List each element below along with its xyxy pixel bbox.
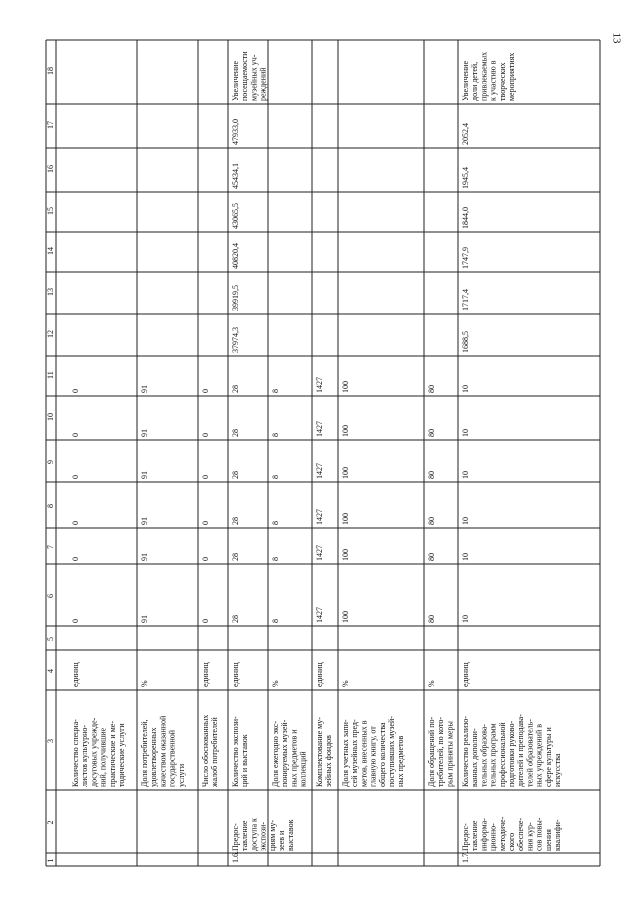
row-indicator: удовлетворенных	[149, 727, 159, 787]
row-indicator: ных учреждений в	[534, 724, 544, 787]
row-service: ского	[507, 832, 516, 851]
row-value: 91	[140, 385, 149, 393]
row-finance: 37974,3	[231, 327, 240, 353]
column-number: 2	[46, 820, 55, 825]
row-indicator: зейных фондов	[324, 735, 334, 787]
row-result: творческих	[497, 62, 507, 101]
column-number: 3	[46, 739, 55, 743]
row-value: 100	[341, 513, 350, 525]
row-value: 80	[427, 385, 436, 393]
row-finance: 1844,0	[461, 207, 470, 229]
row-finance: 1945,4	[461, 167, 470, 189]
row-value: 10	[461, 471, 470, 479]
row-indicator: практические и ме-	[107, 721, 117, 787]
row-finance: 1717,4	[461, 289, 470, 311]
row-value: 1427	[315, 421, 324, 437]
row-indicator: досуговых учрежде-	[89, 717, 99, 787]
row-service: методиче-	[497, 816, 507, 851]
row-value: 8	[271, 433, 280, 437]
row-value: 100	[341, 611, 350, 623]
row-value: 100	[341, 381, 350, 393]
row-value: 10	[461, 385, 470, 393]
row-indicator: общего количества	[377, 722, 387, 787]
row-finance: 2052,4	[461, 123, 470, 145]
row-result: Увеличение	[231, 60, 240, 101]
row-finance: 40820,4	[231, 243, 240, 269]
row-finance: 43065,5	[231, 203, 240, 229]
row-value: 0	[71, 433, 80, 437]
row-service: сов повы-	[534, 817, 544, 851]
row-indicator: услуги	[176, 763, 186, 787]
row-unit: %	[271, 680, 280, 687]
row-result: Увеличение	[461, 60, 470, 101]
row-unit: единиц	[461, 662, 470, 687]
row-result: доли детей,	[470, 61, 480, 101]
column-number: 6	[46, 594, 55, 598]
column-number: 18	[46, 67, 55, 75]
row-indicator: ванных дополни-	[470, 728, 480, 787]
row-value: 91	[140, 429, 149, 437]
row-service: ния кур-	[525, 822, 535, 851]
row-indicator: профессиональной	[497, 722, 507, 787]
row-result: мероприятиях	[507, 52, 516, 101]
row-indicator: Комплектование му-	[315, 717, 324, 787]
row-finance: 1747,9	[461, 247, 470, 269]
row-indicator: телей образователь-	[525, 719, 535, 787]
row-indicator: метов, внесенных в	[359, 720, 369, 787]
row-value: 91	[140, 517, 149, 525]
row-value: 100	[341, 425, 350, 437]
row-finance: 1688,5	[461, 331, 470, 353]
row-value: 80	[427, 615, 436, 623]
row-value: 0	[201, 389, 210, 393]
row-value: 1427	[315, 377, 324, 393]
row-indicator: дителей и преподава-	[516, 714, 526, 787]
row-unit: %	[427, 680, 436, 687]
row-value: 8	[271, 475, 280, 479]
row-indicator: ций и выставок	[240, 734, 250, 787]
row-value: 0	[201, 557, 210, 561]
row-value: 1427	[315, 545, 324, 561]
page-number: 13	[610, 32, 623, 44]
row-indicator: Количество реализо-	[461, 716, 470, 787]
row-unit: %	[140, 680, 149, 687]
column-number: 15	[46, 207, 55, 215]
row-indicator: рым приняты меры	[445, 721, 455, 787]
row-service: ционно-	[488, 823, 498, 851]
row-value: 80	[427, 471, 436, 479]
row-value: 10	[461, 615, 470, 623]
row-value: 100	[341, 467, 350, 479]
row-unit: единиц	[231, 662, 240, 687]
row-indicator: ных предметов и	[289, 729, 299, 787]
row-value: 80	[427, 517, 436, 525]
row-result: к участию в	[488, 60, 498, 101]
row-value: 10	[461, 429, 470, 437]
row-value: 8	[271, 521, 280, 525]
row-result: посещаемости	[240, 51, 250, 101]
row-service: квалифи-	[553, 819, 562, 851]
row-service: тавление	[470, 820, 480, 851]
row-value: 91	[140, 615, 149, 623]
row-indicator: Количество специа-	[71, 719, 80, 787]
row-value: 28	[231, 471, 240, 479]
row-unit: единиц	[315, 662, 324, 687]
row-value: 80	[427, 553, 436, 561]
row-indicator: коллекций	[298, 751, 308, 787]
row-value: 0	[71, 475, 80, 479]
row-value: 0	[201, 521, 210, 525]
column-number: 5	[46, 637, 55, 641]
row-indicator: понируемых музей-	[280, 719, 290, 787]
row-service: выставок	[286, 819, 296, 851]
row-finance: 47933,0	[231, 119, 240, 145]
column-number: 12	[46, 330, 55, 338]
row-value: 1427	[315, 509, 324, 525]
row-indicator: Доля обращений по-	[427, 716, 436, 787]
row-indicator: Доля потребителей,	[140, 719, 149, 787]
row-indicator: Доля учетных запи-	[341, 719, 350, 787]
row-value: 8	[271, 389, 280, 393]
row-indicator: Доля ежегодно экс-	[271, 720, 280, 787]
row-service: циям му-	[267, 819, 277, 851]
row-unit: единиц	[71, 662, 80, 687]
row-value: 0	[201, 619, 210, 623]
row-service: Предос-	[461, 823, 470, 851]
row-value: 28	[231, 517, 240, 525]
row-number: 1.6.	[231, 851, 240, 863]
row-unit: %	[341, 680, 350, 687]
column-number: 4	[46, 669, 55, 673]
column-number: 14	[46, 247, 55, 255]
row-service: экспози-	[258, 821, 268, 851]
row-result: музейных уч-	[249, 54, 259, 101]
row-value: 8	[271, 619, 280, 623]
column-number: 7	[46, 545, 55, 549]
row-indicator: искусства	[553, 753, 562, 787]
column-number: 13	[46, 288, 55, 296]
row-value: 0	[201, 433, 210, 437]
row-value: 0	[71, 389, 80, 393]
row-indicator: требителей, по кото-	[436, 716, 446, 787]
row-indicator: тельных образова-	[479, 724, 489, 787]
row-result: привлекаемых	[479, 51, 489, 101]
row-indicator: сфере культуры и	[543, 727, 553, 787]
row-value: 1427	[315, 607, 324, 623]
row-value: 8	[271, 557, 280, 561]
row-value: 10	[461, 553, 470, 561]
row-value: 10	[461, 517, 470, 525]
column-number: 11	[46, 371, 55, 379]
row-indicator: подготовки руково-	[507, 720, 516, 787]
row-service: Предос-	[231, 823, 240, 851]
row-indicator: тельных программ	[488, 723, 498, 787]
row-indicator: тодические услуги	[117, 723, 126, 787]
row-service: доступа к	[249, 818, 259, 851]
row-value: 28	[231, 553, 240, 561]
row-finance: 45434,1	[231, 163, 240, 189]
row-indicator: ний, получившие	[98, 727, 108, 787]
row-value: 28	[231, 615, 240, 623]
column-number: 9	[46, 460, 55, 464]
row-value: 0	[71, 557, 80, 561]
row-value: 91	[140, 553, 149, 561]
column-number: 16	[46, 165, 55, 173]
row-indicator: жалоб потребителей	[210, 717, 220, 787]
column-number: 1	[46, 858, 55, 863]
row-indicator: Число обоснованных	[201, 714, 210, 787]
row-number: 1.7.	[461, 851, 470, 863]
row-value: 28	[231, 429, 240, 437]
row-indicator: качеством оказанной	[158, 715, 168, 787]
row-value: 80	[427, 429, 436, 437]
row-value: 91	[140, 471, 149, 479]
row-service: информа-	[479, 818, 489, 851]
row-service: обеспече-	[516, 817, 526, 851]
column-number: 8	[46, 504, 55, 508]
row-unit: единиц	[201, 662, 210, 687]
row-indicator: листов культурно-	[80, 724, 90, 787]
row-value: 100	[341, 549, 350, 561]
row-indicator: сей музейных пред-	[350, 719, 360, 787]
row-value: 1427	[315, 463, 324, 479]
row-value: 0	[71, 619, 80, 623]
row-value: 0	[71, 521, 80, 525]
row-indicator: ных предметов	[396, 735, 406, 787]
row-indicator: главную книгу, от	[368, 726, 378, 787]
column-number: 10	[46, 413, 55, 421]
row-value: 28	[231, 385, 240, 393]
row-result: реждений	[258, 67, 268, 101]
column-number: 17	[46, 121, 55, 129]
row-indicator: государственной	[167, 729, 177, 787]
row-finance: 39919,5	[231, 285, 240, 311]
row-indicator: Количество экспози-	[231, 716, 240, 787]
row-service: шения	[543, 829, 553, 851]
row-indicator: поступивших музей-	[387, 716, 396, 787]
row-value: 0	[201, 475, 210, 479]
row-service: тавление	[240, 820, 250, 851]
row-service: зеев и	[277, 830, 286, 851]
